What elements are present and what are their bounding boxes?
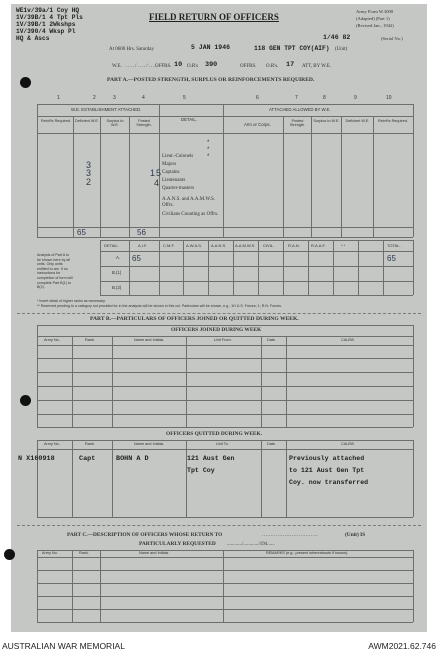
joined-col-rank: Rank. [85,338,95,342]
quit-col-army-no: Army No. [44,442,60,446]
grid-line [341,116,342,237]
ors-value: 390 [205,61,218,69]
grid-line [358,240,359,295]
footnote-2: ** Reserved pending to a category not provided for in the analysis will be shown in this col. Particulars will be shown, e.g., 1H U.S. Forces; 1; R.N. Forces. [37,304,282,308]
analysis-row-b2: B.(2) [112,285,122,290]
grid-line [37,622,413,623]
quit-col-date: Date. [267,442,277,446]
grid-line [37,325,413,326]
grid-line [37,104,413,105]
part-c-col-name: Name and Initials. [139,551,170,555]
grid-line [186,336,187,427]
unit-line-2: 1V/39B/1 4 Tpt Pls [16,14,83,21]
grid-line [183,240,184,295]
grid-line [100,251,413,252]
grid-line [37,517,413,518]
unit-line-5: HQ & Ascs [16,35,50,42]
grid-line [129,116,130,237]
strength-value-1: 1 [150,168,156,178]
grid-line [37,427,413,428]
joined-title: OFFICERS JOINED DURING WEEK [171,327,262,333]
part-c-col-rank: Rank. [79,551,89,555]
grid-line [258,240,259,295]
binder-hole [20,77,31,88]
serial-label: (Serial No.) [381,36,403,41]
quit-col-name: Name and Initials. [134,442,165,446]
quit-col-cause: CAUSE. [341,442,356,446]
grid-line [413,550,414,622]
col-num-5: 5 [183,95,186,101]
rank-civilians: Civilians Counting as Offrs. [162,212,219,217]
grid-line [261,336,262,427]
grid-line [286,440,287,517]
total-strength: 56 [137,228,146,237]
reinf-required-head: Reinf'ts Required. [40,119,72,123]
col-num-7: 7 [295,95,298,101]
quit-col-rank: Rank. [85,442,95,446]
army-form-number: Army Form W.3008 [356,9,394,14]
analysis-head-detail: DETAIL. [104,243,119,248]
offrs-label: OFFRS. [155,64,172,69]
grid-line [37,133,413,134]
part-c-particularly: PARTICULARLY REQUESTED [139,541,216,547]
grid-line [186,440,187,517]
offrs-value: 10 [174,61,183,69]
analysis-head-ran: R.A.N. [288,243,300,248]
grid-line [413,240,414,295]
analysis-a-total-value: 65 [387,254,396,263]
grid-line [37,372,413,373]
grid-line [100,295,413,296]
grid-line [159,240,160,295]
we-establishment-header: W.E. ESTABLISHMENT ATTACHED. [71,107,142,112]
detail-header: DETAIL. [181,117,197,122]
quit-col-unit-to: Unit To. [216,442,229,446]
analysis-row-b1: B.(1) [112,270,122,275]
grid-line [100,266,413,267]
quitted-rank: Capt [79,455,96,463]
at-hours-text: At 0600 Hrs. Saturday [109,47,154,52]
return-date: 5 JAN 1946 [191,44,231,51]
grid-line [73,116,74,237]
attached-allowed-header: ATTACHED ALLOWED BY W.E. [269,107,331,112]
grid-line [333,240,334,295]
part-c-col-army-no: Army No. [42,551,58,555]
grid-line [129,240,130,295]
rank-nursing: A.A.N.S. and A.A.M.W.S. Offrs. [162,197,216,208]
grid-line [413,325,414,427]
grid-line [37,596,413,597]
form-title: FIELD RETURN OF OFFICERS [149,12,279,22]
revised-note: (Revised Jan., 1942) [356,23,394,28]
part-c-col-remarks: REMARKS (e.g., present whereabouts if known). [266,551,349,555]
quitted-unit-to-line1: 121 Aust Gen [187,455,235,462]
grid-line [112,440,113,517]
ors2-value: 17 [286,61,295,69]
field-return-form [11,4,427,632]
analysis-head-raaf: R.A.A.F. [311,243,326,248]
dashed-divider [17,313,421,314]
grid-line [112,336,113,427]
grid-line [100,240,413,241]
grid-line [37,557,413,558]
analysis-head-aamws: A.A.M.W.S. [235,243,256,248]
col-num-4: 4 [142,95,145,101]
binder-hole [20,395,31,406]
grid-line [37,550,38,622]
deficient-value-2: 3 [86,168,92,178]
grid-line [37,116,413,117]
grid-line [72,440,73,517]
joined-col-date: Date. [267,338,277,342]
quitted-name: BOHN A D [116,455,149,463]
grid-line [100,116,101,237]
grid-line [37,227,413,228]
ors-label: O.R's [187,64,199,69]
grid-line [283,240,284,295]
ors2-label: O.R's. [266,64,279,69]
col-num-2: 2 [93,95,96,101]
part-c-unit-is: (Unit) IS [345,532,366,538]
footnote-1: * Insert detail of higher ranks as necessary. [37,299,106,303]
binder-hole [4,549,15,560]
col-num-9: 9 [354,95,357,101]
analysis-head-cmf: C.M.F. [163,243,175,248]
grid-line [383,240,384,295]
unit-line-4: 1V/390/4 Wksp Pl [16,28,76,35]
grid-line [37,336,413,337]
unit-label: (Unit) [335,47,348,52]
grid-line [37,550,413,551]
grid-line [37,449,413,450]
grid-line [37,325,38,427]
footer-accession-number: AWM2021.62.746 [368,641,436,651]
grid-line [100,281,413,282]
grid-line [37,358,413,359]
grid-line [233,240,234,295]
total-deficient: 65 [77,228,86,237]
grid-line [37,583,413,584]
quitted-cause-line3: Coy. now transferred [289,479,369,486]
unit-line-1: WE1v/39a/1 Coy HQ [16,7,80,14]
serial-number: 1/46 82 [323,34,351,41]
joined-col-unit-from: Unit From. [214,338,232,342]
rank-quartermasters: Quarter-masters [162,186,195,191]
col-num-1: 1 [57,95,60,101]
part-b-title: PART B.—PARTICULARS OF OFFICERS JOINED OR QUITTED DURING WEEK. [90,316,299,322]
grid-line [413,104,414,237]
grid-line [223,550,224,622]
arm-corps-header: Arm or Corps. [244,122,271,127]
quitted-cause-line2: to 121 Aust Gen Tpt [289,467,365,474]
grid-line [208,240,209,295]
we-blank: ..../..../.... [126,64,158,69]
posted-strength-head-2: Posted Strength. [289,119,306,127]
analysis-head-civil: CIVIL. [263,243,275,248]
quitted-cause-line1: Previously attached [289,455,365,462]
grid-line [223,104,224,237]
deficient-head-2: Deficient W.E. [345,119,370,123]
part-c-unit-blank: ................................ [262,533,318,538]
unit-line-3: 1V/39B/1 2Wkshps [16,21,76,28]
rank-captains: Captains [162,170,180,175]
offrs2-label: OFFRS. [240,64,257,69]
grid-line [72,550,73,622]
we-prefix: W.E. [112,64,122,69]
rank-majors: Majors [162,162,177,167]
analysis-head-other: * * [341,243,346,248]
rank-lieutenants: Lieutenants [162,178,186,183]
grid-line [37,570,413,571]
grid-line [37,400,413,401]
grid-line [72,336,73,427]
strength-value-2: 5 [156,168,162,178]
col-num-6: 6 [256,95,259,101]
strength-value-3: 4 [154,178,160,188]
grid-line [37,440,38,517]
grid-line [37,609,413,610]
quitted-army-no: N X160918 [18,455,55,463]
grid-line [37,237,413,238]
part-a-title: PART A.—POSTED STRENGTH, SURPLUS OR REINFORCEMENTS REQUIRED. [107,77,315,83]
analysis-head-awas: A.W.A.S. [186,243,203,248]
dashed-divider [17,525,421,526]
joined-col-cause: CAUSE. [341,338,356,342]
att-by-we: ATT, BY W.E. [302,64,332,69]
surplus-head: Surplus to W.E. [106,119,124,127]
analysis-row-a: A. [116,255,121,260]
deficient-value-3: 2 [86,177,92,187]
rank-lt-col: Lieut.-Colonels [162,154,194,159]
grid-line [286,336,287,427]
quitted-unit-to-line2: Tpt Coy [187,467,215,474]
surplus-head-2: Surplus to W.E. [313,119,340,123]
grid-line [37,104,38,237]
deficient-head: Deficient W.E. [75,119,99,123]
grid-line [373,116,374,237]
grid-line [261,440,262,517]
analysis-head-aif: A.I.F. [138,243,148,248]
analysis-a-aif-value: 65 [132,254,141,263]
grid-line [308,240,309,295]
joined-col-name: Name and Initials. [134,338,165,342]
analysis-note: Analysis of Part A to be shown here by all units. Only units entitled to are. If no instructions for completion of form will complete Part B(1) to B(2). [37,253,73,290]
analysis-head-aans: A.A.N.S. [211,243,227,248]
reinf-required-head-2: Reinf'ts Required. [377,119,409,123]
adapted-note: (Adapted) (Part 1) [356,16,390,21]
grid-line [37,440,413,441]
posted-strength-head: Posted Strength. [136,119,152,127]
col-num-8: 8 [323,95,326,101]
unit-name: 118 GEN TPT COY(AIF) [254,45,330,52]
grid-line [283,116,284,237]
analysis-head-total: TOTAL. [387,243,401,248]
grid-line [37,386,413,387]
grid-line [100,240,101,295]
grid-line [311,116,312,237]
part-c-title: PART C.—DESCRIPTION OF OFFICERS WHOSE RETURN TO [67,532,223,538]
col-num-3: 3 [113,95,116,101]
asterisk-marks: * * * [207,140,210,160]
quitted-title: OFFICERS QUITTED DURING WEEK. [166,431,263,437]
deficient-value-1: 3 [86,160,92,170]
grid-line [413,440,414,517]
grid-line [100,550,101,622]
col-num-10: 10 [386,95,392,101]
grid-line [37,345,413,346]
part-c-date-blank: ............/............/194...... [227,542,275,547]
joined-col-army-no: Army No. [44,338,60,342]
footer-institution: AUSTRALIAN WAR MEMORIAL [2,641,125,651]
grid-line [37,414,413,415]
